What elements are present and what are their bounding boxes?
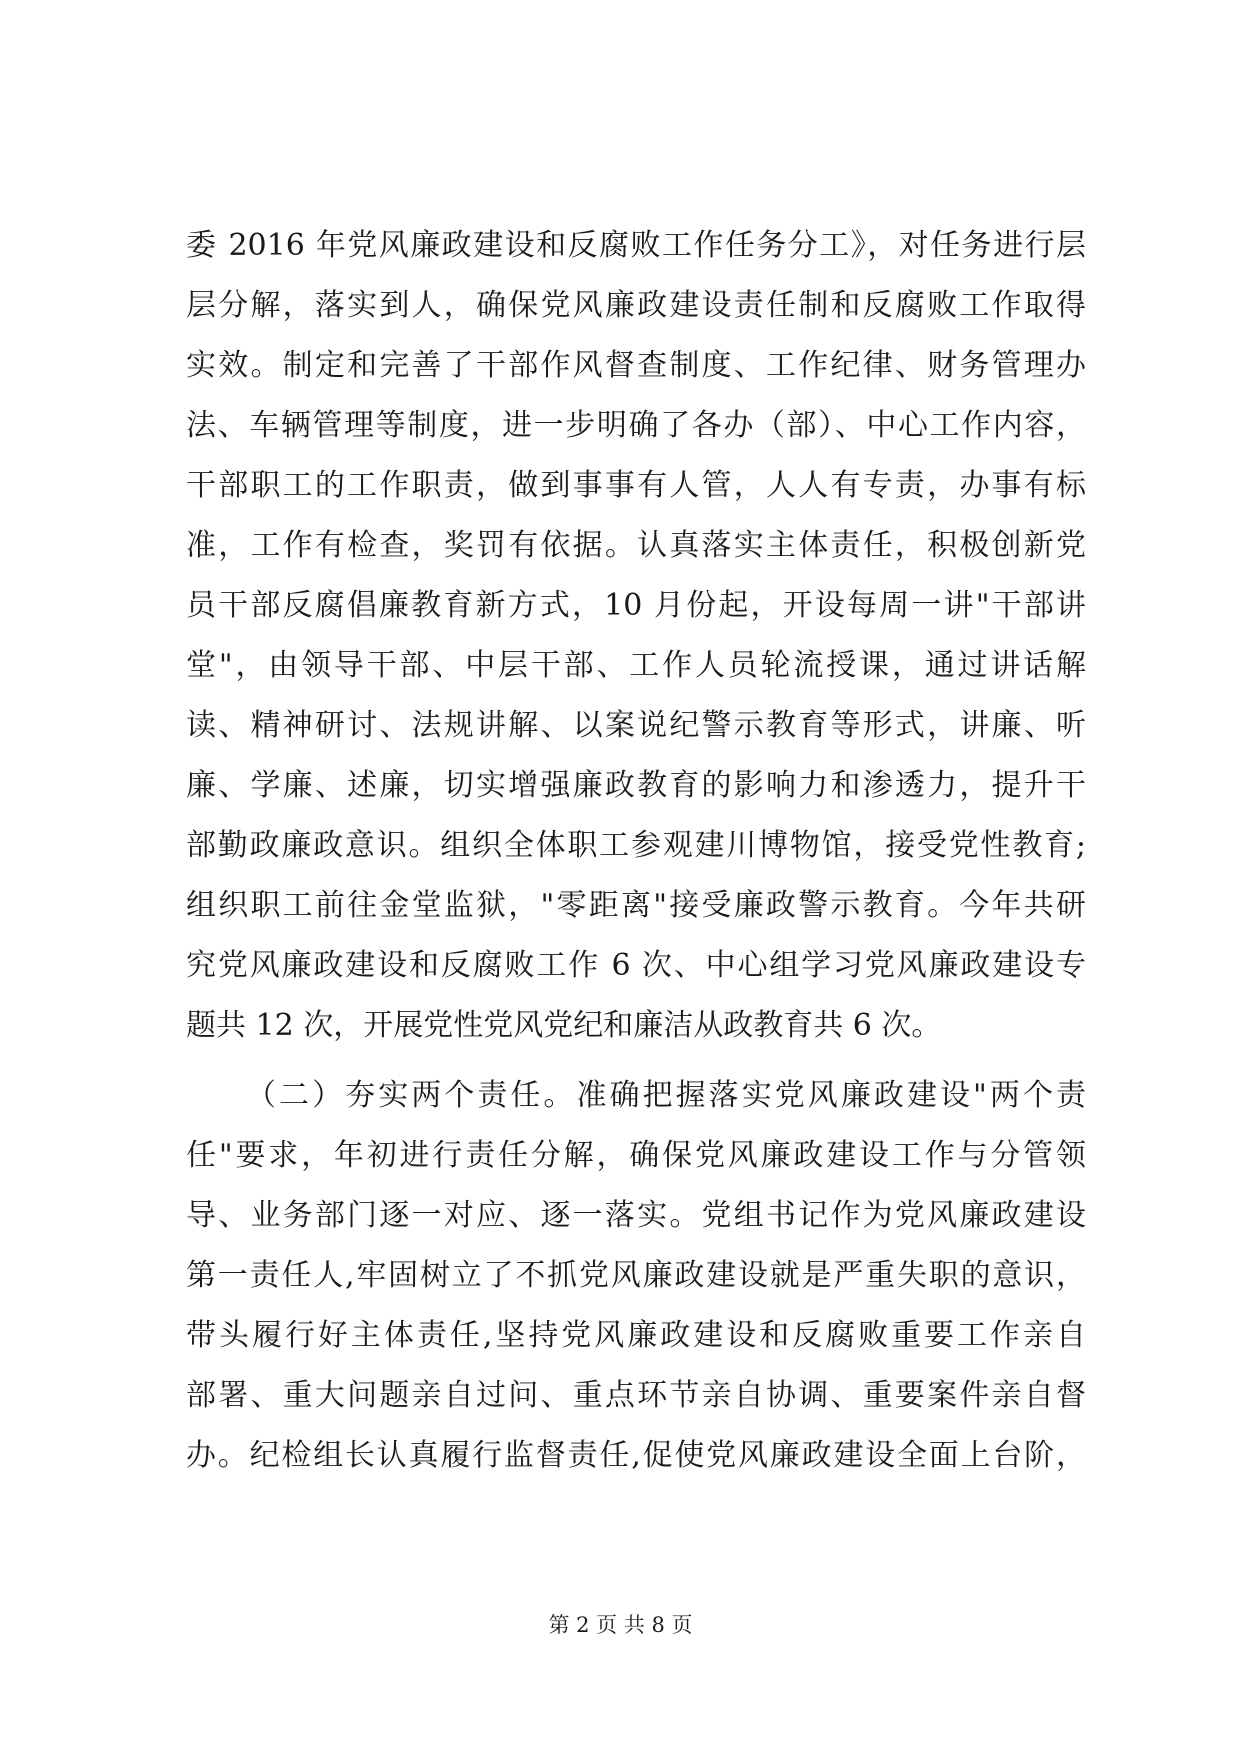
paragraph-line: 实效。制定和完善了干部作风督查制度、工作纪律、财务管理办 xyxy=(186,348,1086,383)
paragraph-line: 委 2016 年党风廉政建设和反腐败工作任务分工》，对任务进行层 xyxy=(186,228,1086,263)
paragraph-line: 任"要求，年初进行责任分解，确保党风廉政建设工作与分管领 xyxy=(186,1138,1086,1173)
paragraph-line: 准，工作有检查，奖罚有依据。认真落实主体责任，积极创新党 xyxy=(186,528,1086,563)
section-heading-line: （二）夯实两个责任。准确把握落实党风廉政建设"两个责 xyxy=(246,1078,1086,1113)
paragraph-line: 第一责任人,牢固树立了不抓党风廉政建设就是严重失职的意识， xyxy=(186,1258,1086,1293)
paragraph-line: 导、业务部门逐一对应、逐一落实。党组书记作为党风廉政建设 xyxy=(186,1198,1086,1233)
page-number-footer: 第 2 页 共 8 页 xyxy=(548,1613,693,1637)
paragraph-line: 读、精神研讨、法规讲解、以案说纪警示教育等形式，讲廉、听 xyxy=(186,708,1086,743)
paragraph-line: 组织职工前往金堂监狱，"零距离"接受廉政警示教育。今年共研 xyxy=(186,888,1086,923)
paragraph-line: 廉、学廉、述廉，切实增强廉政教育的影响力和渗透力，提升干 xyxy=(186,768,1086,803)
paragraph-line: 干部职工的工作职责，做到事事有人管，人人有专责，办事有标 xyxy=(186,468,1086,503)
paragraph-line: 部勤政廉政意识。组织全体职工参观建川博物馆，接受党性教育; xyxy=(186,828,1086,863)
paragraph-line: 究党风廉政建设和反腐败工作 6 次、中心组学习党风廉政建设专 xyxy=(186,948,1086,983)
paragraph-line: 员干部反腐倡廉教育新方式，10 月份起，开设每周一讲"干部讲 xyxy=(186,588,1086,623)
paragraph-line: 法、车辆管理等制度，进一步明确了各办（部）、中心工作内容， xyxy=(186,408,1086,443)
paragraph-line: 部署、重大问题亲自过问、重点环节亲自协调、重要案件亲自督 xyxy=(186,1378,1086,1413)
paragraph-line: 层分解，落实到人，确保党风廉政建设责任制和反腐败工作取得 xyxy=(186,288,1086,323)
paragraph-line: 题共 12 次，开展党性党风党纪和廉洁从政教育共 6 次。 xyxy=(186,1008,942,1043)
paragraph-line: 堂"，由领导干部、中层干部、工作人员轮流授课，通过讲话解 xyxy=(186,648,1086,683)
paragraph-line: 带头履行好主体责任,坚持党风廉政建设和反腐败重要工作亲自 xyxy=(186,1318,1086,1353)
paragraph-line: 办。纪检组长认真履行监督责任,促使党风廉政建设全面上台阶， xyxy=(186,1438,1086,1473)
